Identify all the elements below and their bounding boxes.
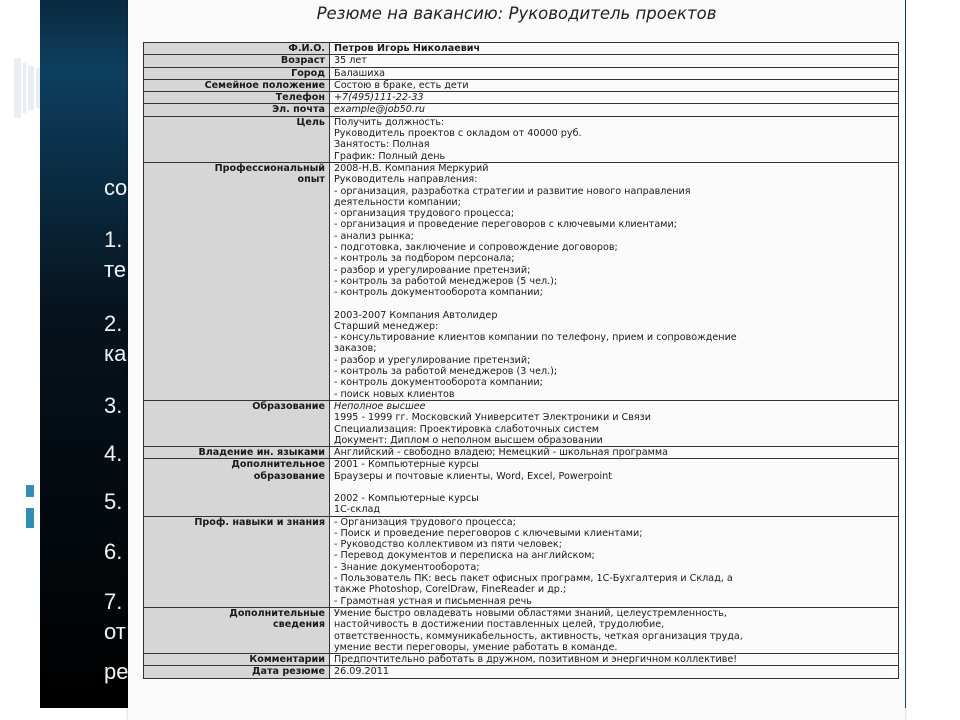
resume-date-value: 26.09.2011 bbox=[330, 666, 899, 678]
table-row bbox=[144, 104, 899, 116]
resume-document bbox=[128, 0, 905, 720]
row-label: Дата резюме bbox=[144, 666, 330, 678]
course-block: 2001 - Компьютерные курсы Браузеры и почтовые клиенты, Word, Excel, Powerpoint bbox=[334, 459, 613, 482]
row-label: Образование bbox=[144, 400, 330, 446]
row-label: Ф.И.О. bbox=[144, 43, 330, 55]
row-label: Семейное положение bbox=[144, 79, 330, 91]
additional-info-value: Умение быстро овладевать новыми областями знаний, целеустремленность, настойчивость в достижении поставленных целей, трудолюбие, ответственность, коммуникабельность, активность, четкая организация труда, умение вести переговоры, умение работать в команде. bbox=[330, 607, 899, 653]
row-label: Дополнительные сведения bbox=[144, 607, 330, 653]
row-label: Дополнительное образование bbox=[144, 459, 330, 516]
experience-block: 2008-Н.В. Компания Меркурий Руководитель направления: - организация, разработка стратегии и развитие нового направления деятельности компании; - организация трудового процесса; - организация и проведение переговоров с ключевыми клиентами; - анализ рынка; - подготовка, заключение и сопровождение договоров; - контроль за подбором персонала; - разбор и урегулирование претензий; - контроль за работой менеджеров (5 чел.); - контроль документооборота компании; bbox=[334, 162, 691, 299]
slide-decoration bbox=[23, 63, 26, 113]
comments-value: Предпочтительно работать в дружном, позитивном и энергичном коллективе! bbox=[330, 654, 899, 666]
table-row bbox=[144, 79, 899, 91]
row-label: Город bbox=[144, 67, 330, 79]
email-value: example@job50.ru bbox=[330, 104, 899, 116]
experience-block: 2003-2007 Компания Автолидер Старший менеджер: - консультирование клиентов компании по телефону, прием и сопровождение заказов; - разбор и урегулирование претензий; - контроль за работой менеджеров (3 чел.); - контроль документооборота компании; - поиск новых клиентов bbox=[334, 309, 737, 400]
education-value bbox=[330, 400, 899, 446]
slide-text-line: от bbox=[104, 619, 126, 644]
skills-value: - Организация трудового процесса; - Поиск и проведение переговоров с ключевыми клиентами; - Руководство коллективом из пяти человек; - Перевод документов и переписка на английском; - Знание документооборота; - Пользователь ПК: весь пакет офисных программ, 1С-Бухгалтерия и Склад, а также Photoshop, CorelDraw, FineReader и др.; - Грамотная устная и письменная речь bbox=[330, 516, 899, 607]
resume-table bbox=[143, 42, 899, 679]
row-label: Проф. навыки и знания bbox=[144, 516, 330, 607]
slide-text-line: 4. bbox=[104, 441, 123, 466]
table-row bbox=[144, 67, 899, 79]
slide-text-line: 5. bbox=[104, 489, 123, 514]
slide-text-line: ре bbox=[104, 659, 129, 684]
slide-decoration bbox=[26, 508, 34, 528]
phone-value: +7(495)111-22-33 bbox=[330, 92, 899, 104]
table-row bbox=[144, 43, 899, 55]
slide-text-line: 2. bbox=[104, 311, 123, 336]
slide-text-line: те bbox=[104, 257, 127, 282]
goal-value: Получить должность: Руководитель проектов с окладом от 40000 руб. Занятость: Полная График: Полный день bbox=[330, 116, 899, 162]
row-label: Цель bbox=[144, 116, 330, 162]
extra-education-value bbox=[330, 459, 899, 516]
course-block: 2002 - Компьютерные курсы 1С-склад bbox=[334, 492, 479, 516]
table-row bbox=[144, 447, 899, 459]
table-row bbox=[144, 516, 899, 607]
city-value: Балашиха bbox=[330, 67, 899, 79]
full-name-value: Петров Игорь Николаевич bbox=[330, 43, 899, 55]
slide-text-line: 6. bbox=[104, 539, 123, 564]
slide-text-line: 7. bbox=[104, 589, 123, 614]
experience-value bbox=[330, 162, 899, 400]
row-label: Профессиональный опыт bbox=[144, 162, 330, 400]
family-status-value: Состою в браке, есть дети bbox=[330, 79, 899, 91]
table-row bbox=[144, 162, 899, 400]
row-label: Владение ин. языками bbox=[144, 447, 330, 459]
slide-decoration bbox=[28, 66, 34, 110]
table-row bbox=[144, 92, 899, 104]
table-row bbox=[144, 55, 899, 67]
slide-text-line: 3. bbox=[104, 393, 123, 418]
row-label: Комментарии bbox=[144, 654, 330, 666]
table-row bbox=[144, 654, 899, 666]
row-label: Эл. почта bbox=[144, 104, 330, 116]
slide-text-line: co bbox=[104, 175, 128, 200]
slide-text-line: 1. bbox=[104, 227, 123, 252]
table-row bbox=[144, 666, 899, 678]
row-label: Телефон bbox=[144, 92, 330, 104]
row-label: Возраст bbox=[144, 55, 330, 67]
education-details: 1995 - 1999 гг. Московский Университет Электроники и Связи Специализация: Проектировка слаботочных систем Документ: Диплом о неполном высшем образовании bbox=[334, 412, 651, 446]
slide-decoration bbox=[36, 68, 40, 108]
education-degree: Неполное высшее bbox=[334, 400, 426, 412]
table-row bbox=[144, 400, 899, 446]
slide-text-line: ка bbox=[104, 341, 127, 366]
table-row bbox=[144, 607, 899, 653]
age-value: 35 лет bbox=[330, 55, 899, 67]
document-title: Резюме на вакансию: Руководитель проектов bbox=[316, 4, 717, 23]
table-row bbox=[144, 459, 899, 516]
table-row bbox=[144, 116, 899, 162]
slide-decoration bbox=[14, 58, 21, 118]
languages-value: Английский - свободно владею; Немецкий - школьная программа bbox=[330, 447, 899, 459]
slide-decoration bbox=[26, 485, 34, 497]
